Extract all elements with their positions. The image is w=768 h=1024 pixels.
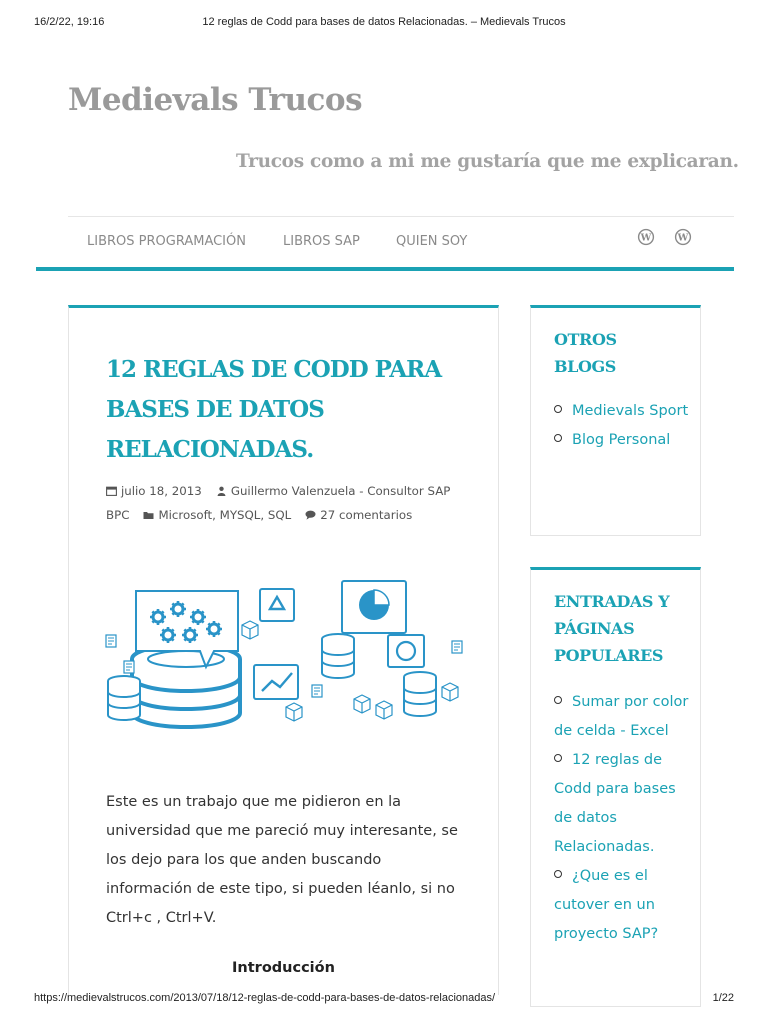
post-title[interactable]: 12 REGLAS DE CODD PARA BASES DE DATOS RELACIONADAS. [106,356,442,463]
post-comments-label[interactable]: comentarios [338,508,413,522]
print-footer [34,992,734,1006]
nav-item-libros-programacion[interactable]: LIBROS PROGRAMACIÓN [87,234,246,249]
post-author[interactable]: Guillermo Valenzuela - Consultor SAP BPC [106,484,451,522]
populares-list [554,688,694,949]
print-header [34,16,734,30]
bullet-icon [554,405,562,413]
post-date[interactable]: julio 18, 2013 [121,484,202,498]
link-cutover-sap[interactable]: ¿Que es el cutover en un proyecto SAP? [554,868,659,942]
nav-item-libros-sap[interactable]: LIBROS SAP [283,234,360,249]
link-12-reglas-codd[interactable]: 12 reglas de Codd para bases de datos Relacionadas. [554,752,676,855]
svg-text:W: W [677,232,689,244]
database-illustration [102,573,466,733]
print-datetime: 16/2/22, 19:16 [34,16,105,28]
bullet-icon [554,434,562,442]
folder-icon [143,504,154,514]
bullet-icon [554,870,562,878]
list-item [554,426,694,455]
site-title[interactable]: Medievals Trucos [68,82,363,118]
list-item [554,862,694,949]
wordpress-icon[interactable] [674,228,692,246]
link-blog-personal[interactable]: Blog Personal [572,432,671,448]
list-item [554,397,694,426]
post-subheading: Introducción [232,960,335,976]
print-url: https://medievalstrucos.com/2013/07/18/12-reglas-de-codd-para-bases-de-datos-relacionadas/ [34,992,496,1004]
nav-item-quien-soy[interactable]: QUIEN SOY [396,234,468,249]
post-meta [106,479,466,527]
post-card [68,305,499,995]
link-medievals-sport[interactable]: Medievals Sport [572,403,689,419]
widget-otros-blogs [530,305,701,536]
widget-title-otros-blogs: OTROS BLOGS [554,330,617,376]
calendar-icon [106,480,117,490]
print-doc-title: 12 reglas de Codd para bases de datos Relacionadas. – Medievals Trucos [202,16,566,28]
list-item [554,688,694,746]
nav-accent-bar [36,267,734,271]
user-icon [216,480,227,490]
link-sumar-por-color[interactable]: Sumar por color de celda - Excel [554,694,689,739]
bullet-icon [554,754,562,762]
list-item [554,746,694,862]
widget-populares [530,567,701,1007]
site-tagline: Trucos como a mi me gustaría que me explicaran. [236,151,739,172]
print-page-number: 1/22 [712,992,734,1004]
main-nav [36,217,734,267]
post-body: Este es un trabajo que me pidieron en la universidad que me pareció muy interesante, se los dejo para los que anden buscando información de este tipo, si pueden léanlo, si no Ctrl+c , Ctrl+V. [106,794,458,926]
widget-title-populares: ENTRADAS Y PÁGINAS POPULARES [554,592,670,665]
post-comments-count[interactable]: 27 [320,508,336,522]
comment-icon [305,504,316,514]
wordpress-icon[interactable] [637,228,655,246]
otros-blogs-list [554,397,694,455]
svg-text:W: W [640,232,652,244]
post-categories[interactable]: Microsoft, MYSQL, SQL [158,508,292,522]
bullet-icon [554,696,562,704]
